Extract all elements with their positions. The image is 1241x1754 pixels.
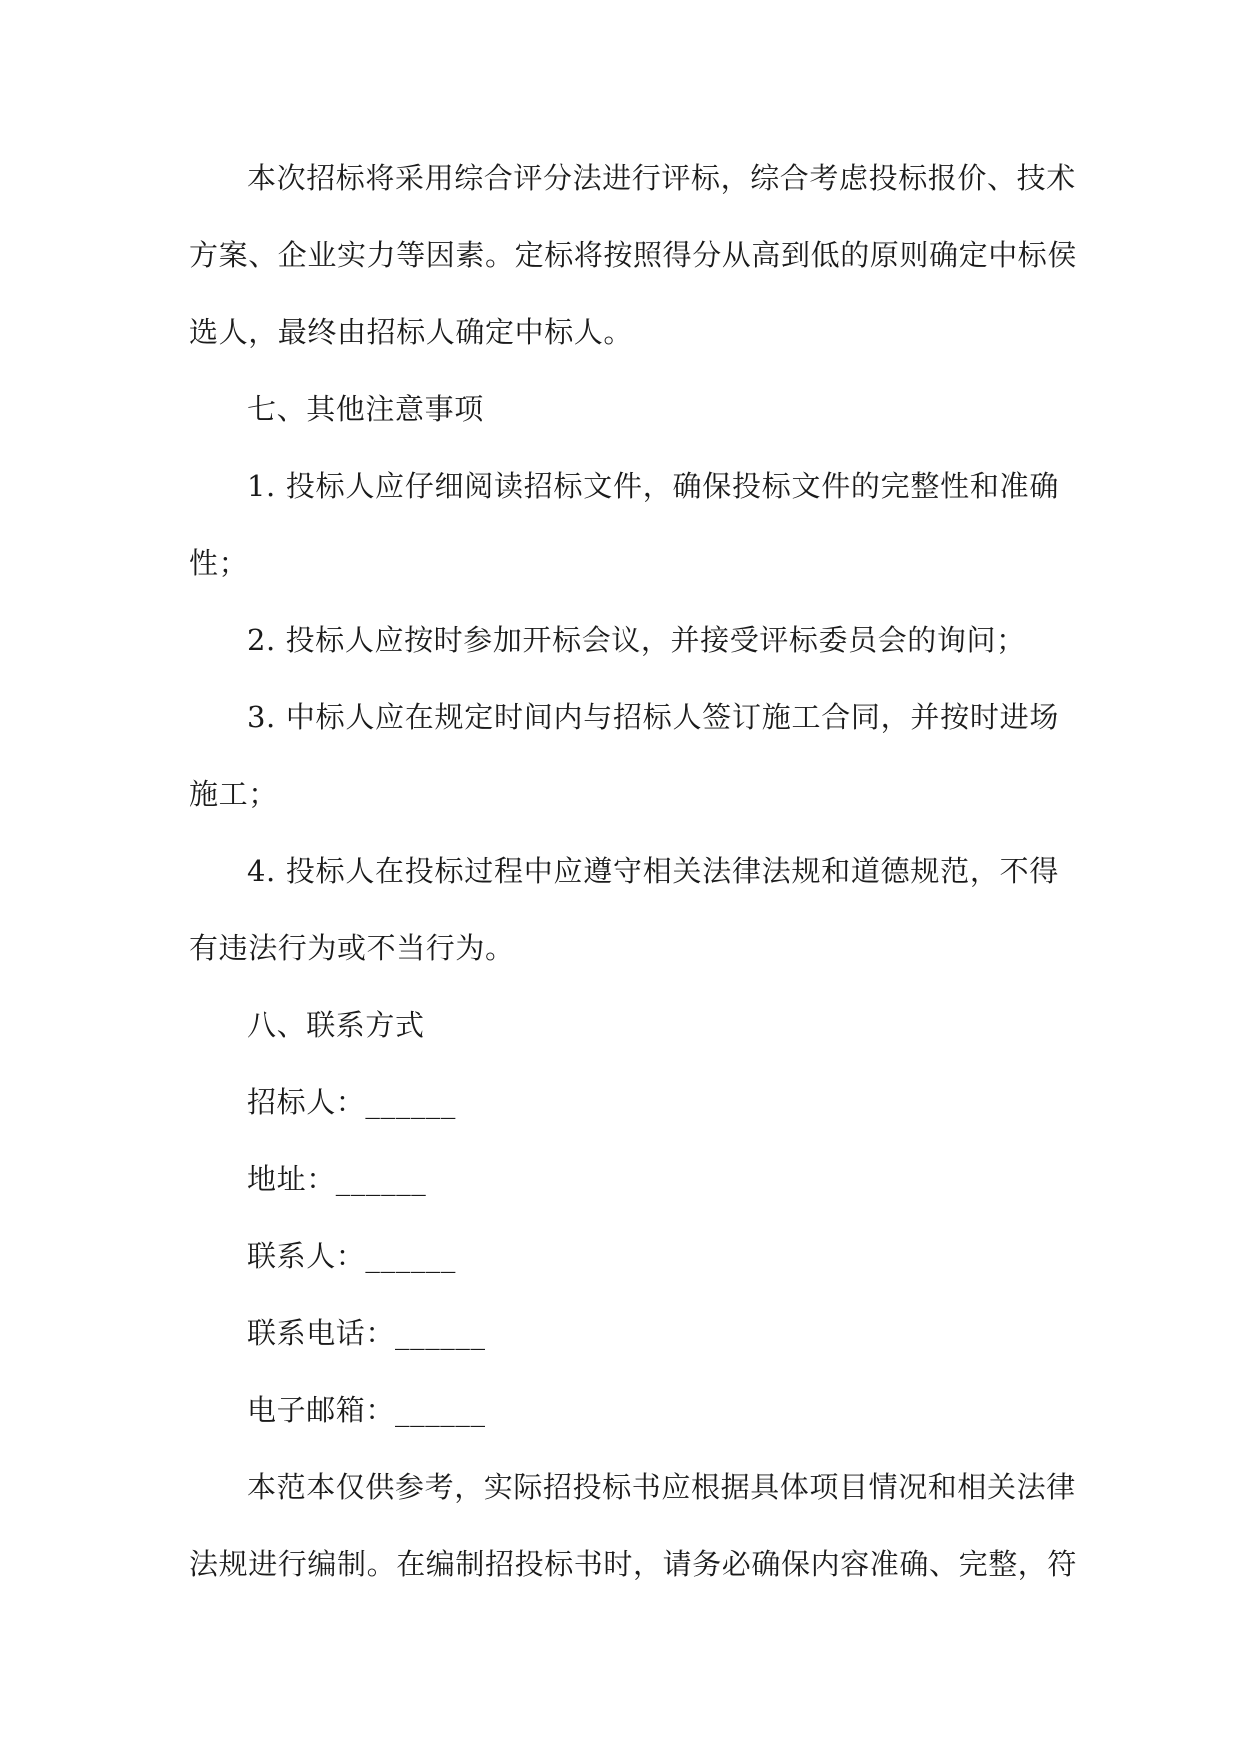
evaluation-paragraph-line-2: 方案、企业实力等因素。定标将按照得分从高到低的原则确定中标侯: [189, 238, 1078, 272]
contact-phone: 联系电话：______: [247, 1316, 486, 1350]
evaluation-paragraph-line-3: 选人，最终由招标人确定中标人。: [189, 315, 634, 349]
notice-item-4-line-2: 有违法行为或不当行为。: [189, 931, 515, 965]
document-body: [189, 140, 1078, 1603]
contact-email: 电子邮箱：______: [247, 1393, 486, 1427]
notice-item-2-line-1: 2. 投标人应按时参加开标会议，并接受评标委员会的询问；: [247, 623, 1026, 657]
notice-item-3-line-1: 3. 中标人应在规定时间内与招标人签订施工合同，并按时进场: [247, 700, 1059, 734]
contact-person: 联系人：______: [247, 1239, 457, 1273]
contact-tenderer: 招标人：______: [247, 1085, 457, 1119]
closing-paragraph-line-1: 本范本仅供参考，实际招投标书应根据具体项目情况和相关法律: [247, 1470, 1076, 1504]
notice-item-4-line-1: 4. 投标人在投标过程中应遵守相关法律法规和道德规范，不得: [247, 854, 1059, 888]
closing-paragraph-line-2: 法规进行编制。在编制招投标书时，请务必确保内容准确、完整，符: [189, 1547, 1078, 1581]
notice-item-1-line-1: 1. 投标人应仔细阅读招标文件，确保投标文件的完整性和准确: [247, 469, 1059, 503]
contact-address: 地址：______: [247, 1162, 427, 1196]
section-eight-heading: 八、联系方式: [247, 1008, 425, 1042]
section-seven-heading: 七、其他注意事项: [247, 392, 484, 426]
notice-item-1-line-2: 性；: [189, 546, 249, 580]
evaluation-paragraph-line-1: 本次招标将采用综合评分法进行评标，综合考虑投标报价、技术: [247, 161, 1076, 195]
notice-item-3-line-2: 施工；: [189, 777, 278, 811]
